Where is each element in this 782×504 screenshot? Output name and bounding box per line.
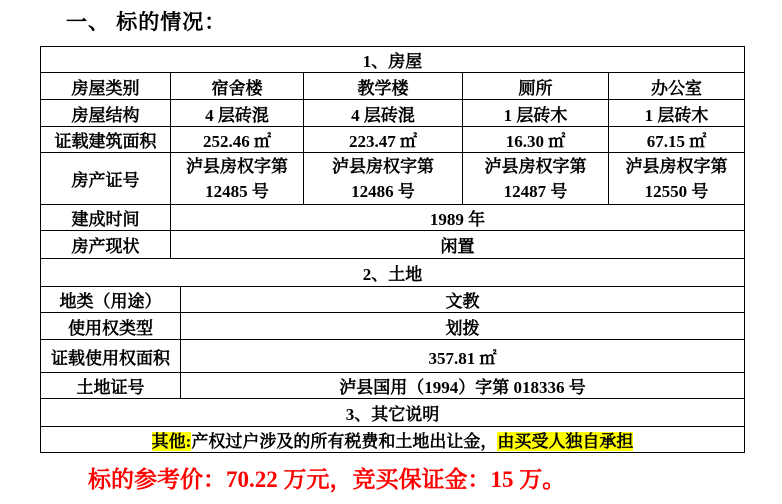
tenure-type-cell: 划拨 [181,313,745,340]
cert-line: 12486 号 [351,181,415,201]
table-row [41,100,745,127]
cert-line: 泸县房权字第 [484,156,587,176]
section-header-land: 2、土地 [41,259,745,287]
table-row [41,73,745,100]
cert-no-cell [171,153,304,205]
house-status-cell: 闲置 [171,231,745,259]
land-cert-cell: 泸县国用（1994）字第 018336 号 [181,373,745,399]
table-row [41,153,745,205]
table-row [41,287,745,313]
subject-table [40,46,745,453]
table-row [41,313,745,340]
table-row [41,427,745,453]
cert-no-cell [463,153,609,205]
building-area-cell: 16.30 ㎡ [463,127,609,153]
cert-line: 12550 号 [644,181,709,201]
house-structure-cell: 4 层砖混 [171,100,304,127]
house-type-cell: 宿舍楼 [171,73,304,100]
land-use-cell: 文教 [181,287,745,313]
land-use-label: 地类（用途） [41,287,181,313]
cert-line: 12485 号 [205,181,269,201]
cert-line: 泸县房权字第 [625,156,728,176]
land-cert-label: 土地证号 [41,373,181,399]
page-title: 一、 标的情况： [66,10,227,34]
land-area-cell: 357.81 ㎡ [181,340,745,373]
cert-line: 泸县房权字第 [332,156,434,176]
house-status-label: 房产现状 [41,231,171,259]
building-area-cell: 223.47 ㎡ [304,127,463,153]
other-note-highlight: 由买受人独自承担 [497,432,634,451]
cert-no-cell [304,153,463,205]
table-row [41,205,745,231]
house-type-cell: 办公室 [609,73,745,100]
other-note-cell [41,427,745,453]
table-row [41,231,745,259]
build-year-label: 建成时间 [41,205,171,231]
build-year-cell: 1989 年 [171,205,745,231]
house-type-cell: 厕所 [463,73,609,100]
building-area-label: 证载建筑面积 [41,127,171,153]
house-type-label: 房屋类别 [41,73,171,100]
section-header-other: 3、其它说明 [41,399,745,427]
cert-no-cell [609,153,745,205]
land-area-label: 证载使用权面积 [41,340,181,373]
building-area-cell: 252.46 ㎡ [171,127,304,153]
house-structure-cell: 4 层砖混 [304,100,463,127]
table-row [41,340,745,373]
cert-line: 泸县房权字第 [186,156,288,176]
section-header-house: 1、房屋 [41,47,745,73]
other-note-label: 其他: [151,432,192,451]
cert-line: 12487 号 [503,181,568,201]
house-structure-cell: 1 层砖木 [463,100,609,127]
reference-price-line: 标的参考价：70.22 万元，竞买保证金：15 万。 [88,467,566,492]
cert-no-label: 房产证号 [41,153,171,205]
tenure-type-label: 使用权类型 [41,313,181,340]
house-type-cell: 教学楼 [304,73,463,100]
house-structure-label: 房屋结构 [41,100,171,127]
building-area-cell: 67.15 ㎡ [609,127,745,153]
table-row [41,127,745,153]
table-row [41,373,745,399]
house-structure-cell: 1 层砖木 [609,100,745,127]
other-note-text: 产权过户涉及的所有税费和土地出让金， [191,432,498,451]
